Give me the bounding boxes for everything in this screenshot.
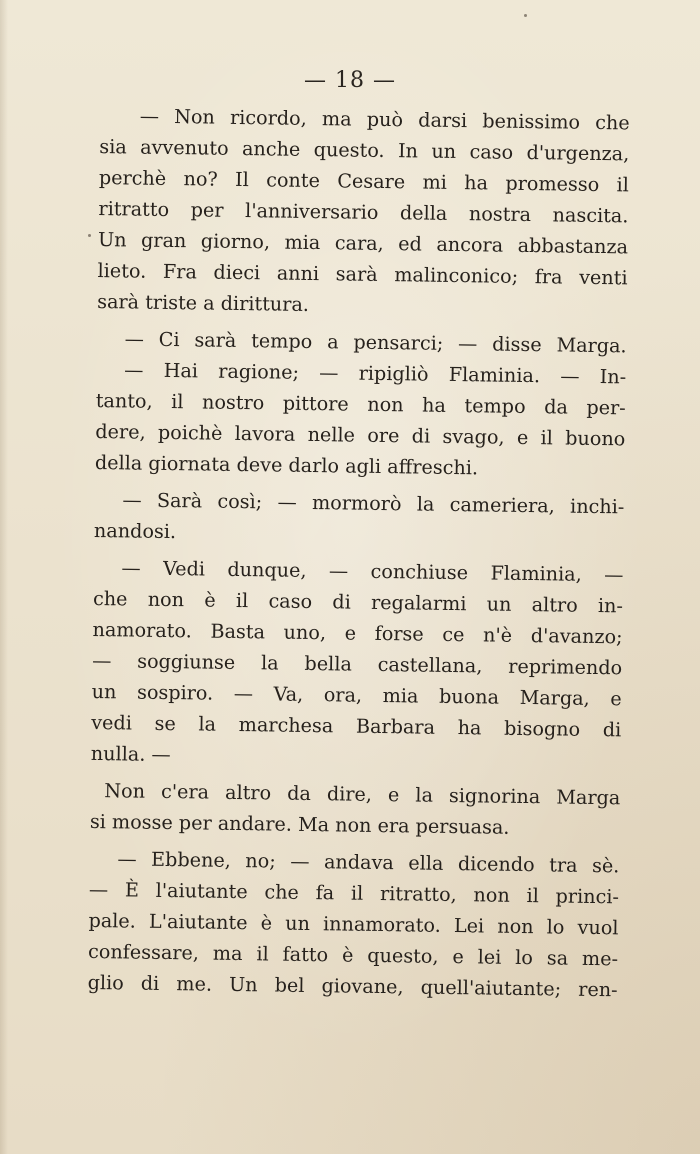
text-line: — È l'aiutante che fa il ritratto, non il princi- [88,877,620,909]
text-line: namorato. Basta uno, e forse ce n'è d'avanzo; [92,617,623,649]
paragraph [91,552,624,776]
page-edge-shadow [0,0,8,1154]
text-line: un sospiro. — Va, ora, mia buona Marga, e [91,679,622,711]
text-line: sia avvenuto anche questo. In un caso d'urgenza, [99,134,630,166]
text-line: — Sarà così; — mormorò la cameriera, inchi- [122,488,625,519]
text-line: — Ebbene, no; — andava ella dicendo tra sè. [117,847,620,878]
text-line: — soggiunse la bella castellana, reprimendo [92,648,623,680]
text-line: della giornata deve darlo agli affreschi. [94,450,479,480]
body-text [87,100,629,1005]
paragraph [97,100,630,324]
text-line: vedi se la marchesa Barbara ha bisogno di [91,710,622,742]
text-line: — Non ricordo, ma può darsi benissimo che [139,104,630,135]
text-line: Un gran giorno, mia cara, ed ancora abbastanza [97,227,629,259]
text-line: nandosi. [93,518,177,544]
text-line: ritratto per l'anniversario della nostra nascita. [98,196,629,228]
text-line: sarà triste a dirittura. [97,289,310,316]
text-line: — Hai ragione; — ripigliò Flaminia. — In- [124,358,627,389]
page-number: — 18 — [304,68,396,93]
paragraph [90,775,621,844]
paragraph [87,843,619,1005]
print-speck [524,14,527,17]
text-line: pale. L'aiutante è un innamorato. Lei non lo vuol [88,908,619,940]
paragraph [94,484,625,553]
text-line: lieto. Fra dieci anni sarà malinconico; fra venti [97,258,628,290]
text-line: che non è il caso di regalarmi un altro in- [92,586,624,618]
text-line: perchè no? Il conte Cesare mi ha promesso il [98,165,630,197]
text-line: nulla. — [90,741,171,767]
print-speck [88,234,91,237]
text-line: — Vedi dunque, — conchiuse Flaminia, — [121,556,624,587]
text-line: Non c'era altro da dire, e la signorina Marga [104,779,621,810]
paragraph [95,354,627,485]
text-line: confessare, ma il fatto è questo, e lei lo sa me- [87,939,619,971]
text-line: — Ci sarà tempo a pensarci; — disse Marga. [124,327,627,358]
text-line: tanto, il nostro pittore non ha tempo da per- [95,388,626,420]
text-line: si mosse per andare. Ma non era persuasa. [89,809,510,839]
text-line: dere, poichè lavora nelle ore di svago, e il buono [95,419,626,451]
text-line: glio di me. Un bel giovane, quell'aiutante; ren- [87,970,618,1002]
